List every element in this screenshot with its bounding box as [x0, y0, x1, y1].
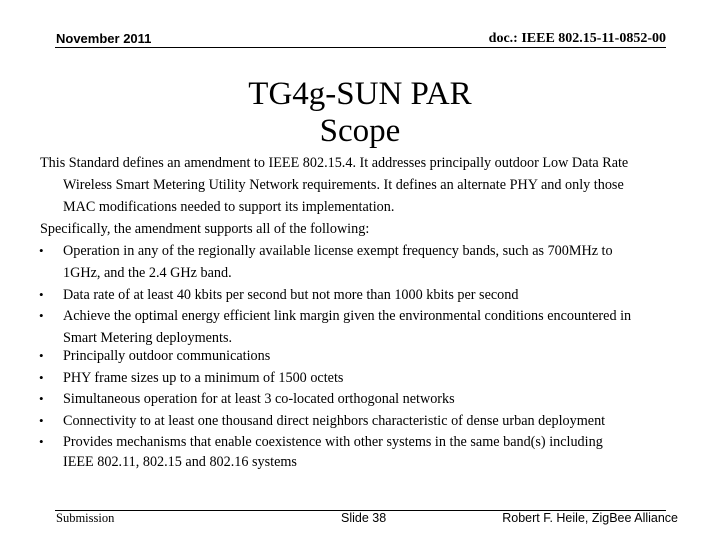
bullet-item-line: 1GHz, and the 2.4 GHz band. [63, 265, 232, 281]
intro-line: MAC modifications needed to support its implementation. [63, 199, 395, 215]
bullet-item-line: Provides mechanisms that enable coexistence with other systems in the same band(s) including [63, 434, 603, 450]
title-line: Scope [319, 113, 401, 149]
intro-line: Wireless Smart Metering Utility Network requirements. It defines an alternate PHY and only those [63, 177, 624, 193]
bullet-icon: • [39, 434, 44, 449]
header-doc-id: doc.: IEEE 802.15-11-0852-00 [488, 31, 666, 46]
title-line: TG4g-SUN PAR [248, 76, 472, 112]
bullet-item-line: Simultaneous operation for at least 3 co-located orthogonal networks [63, 391, 455, 407]
bullet-icon: • [39, 287, 44, 302]
bullet-icon: • [39, 308, 44, 323]
bullet-item-line: Connectivity to at least one thousand direct neighbors characteristic of dense urban deployment [63, 413, 606, 429]
bullet-icon: • [39, 243, 44, 258]
header-rule [55, 47, 666, 48]
bullet-icon: • [39, 348, 44, 363]
bullet-item-line: PHY frame sizes up to a minimum of 1500 octets [63, 370, 344, 386]
bullet-item-line: Operation in any of the regionally available license exempt frequency bands, such as 700MHz to [63, 243, 613, 259]
bullet-item-line: IEEE 802.11, 802.15 and 802.16 systems [63, 454, 297, 470]
footer-slide-number: Slide 38 [341, 511, 387, 525]
footer-author: Robert F. Heile, ZigBee Alliance [502, 511, 678, 525]
slide-title [0, 76, 720, 150]
bullet-icon: • [39, 413, 44, 428]
lead-line: Specifically, the amendment supports all of the following: [40, 221, 370, 237]
intro-line: This Standard defines an amendment to IEEE 802.15.4. It addresses principally outdoor Low Data Rate [40, 155, 629, 171]
bullet-item-line: Data rate of at least 40 kbits per second but not more than 1000 kbits per second [63, 287, 519, 303]
bullet-item-line: Achieve the optimal energy efficient link margin given the environmental conditions encountered in [63, 308, 632, 324]
bullet-item-line: Principally outdoor communications [63, 348, 271, 364]
header-date: November 2011 [56, 31, 152, 46]
footer-submission: Submission [56, 511, 115, 525]
bullet-item-line: Smart Metering deployments. [63, 330, 233, 346]
bullet-icon: • [39, 391, 44, 406]
bullet-icon: • [39, 370, 44, 385]
